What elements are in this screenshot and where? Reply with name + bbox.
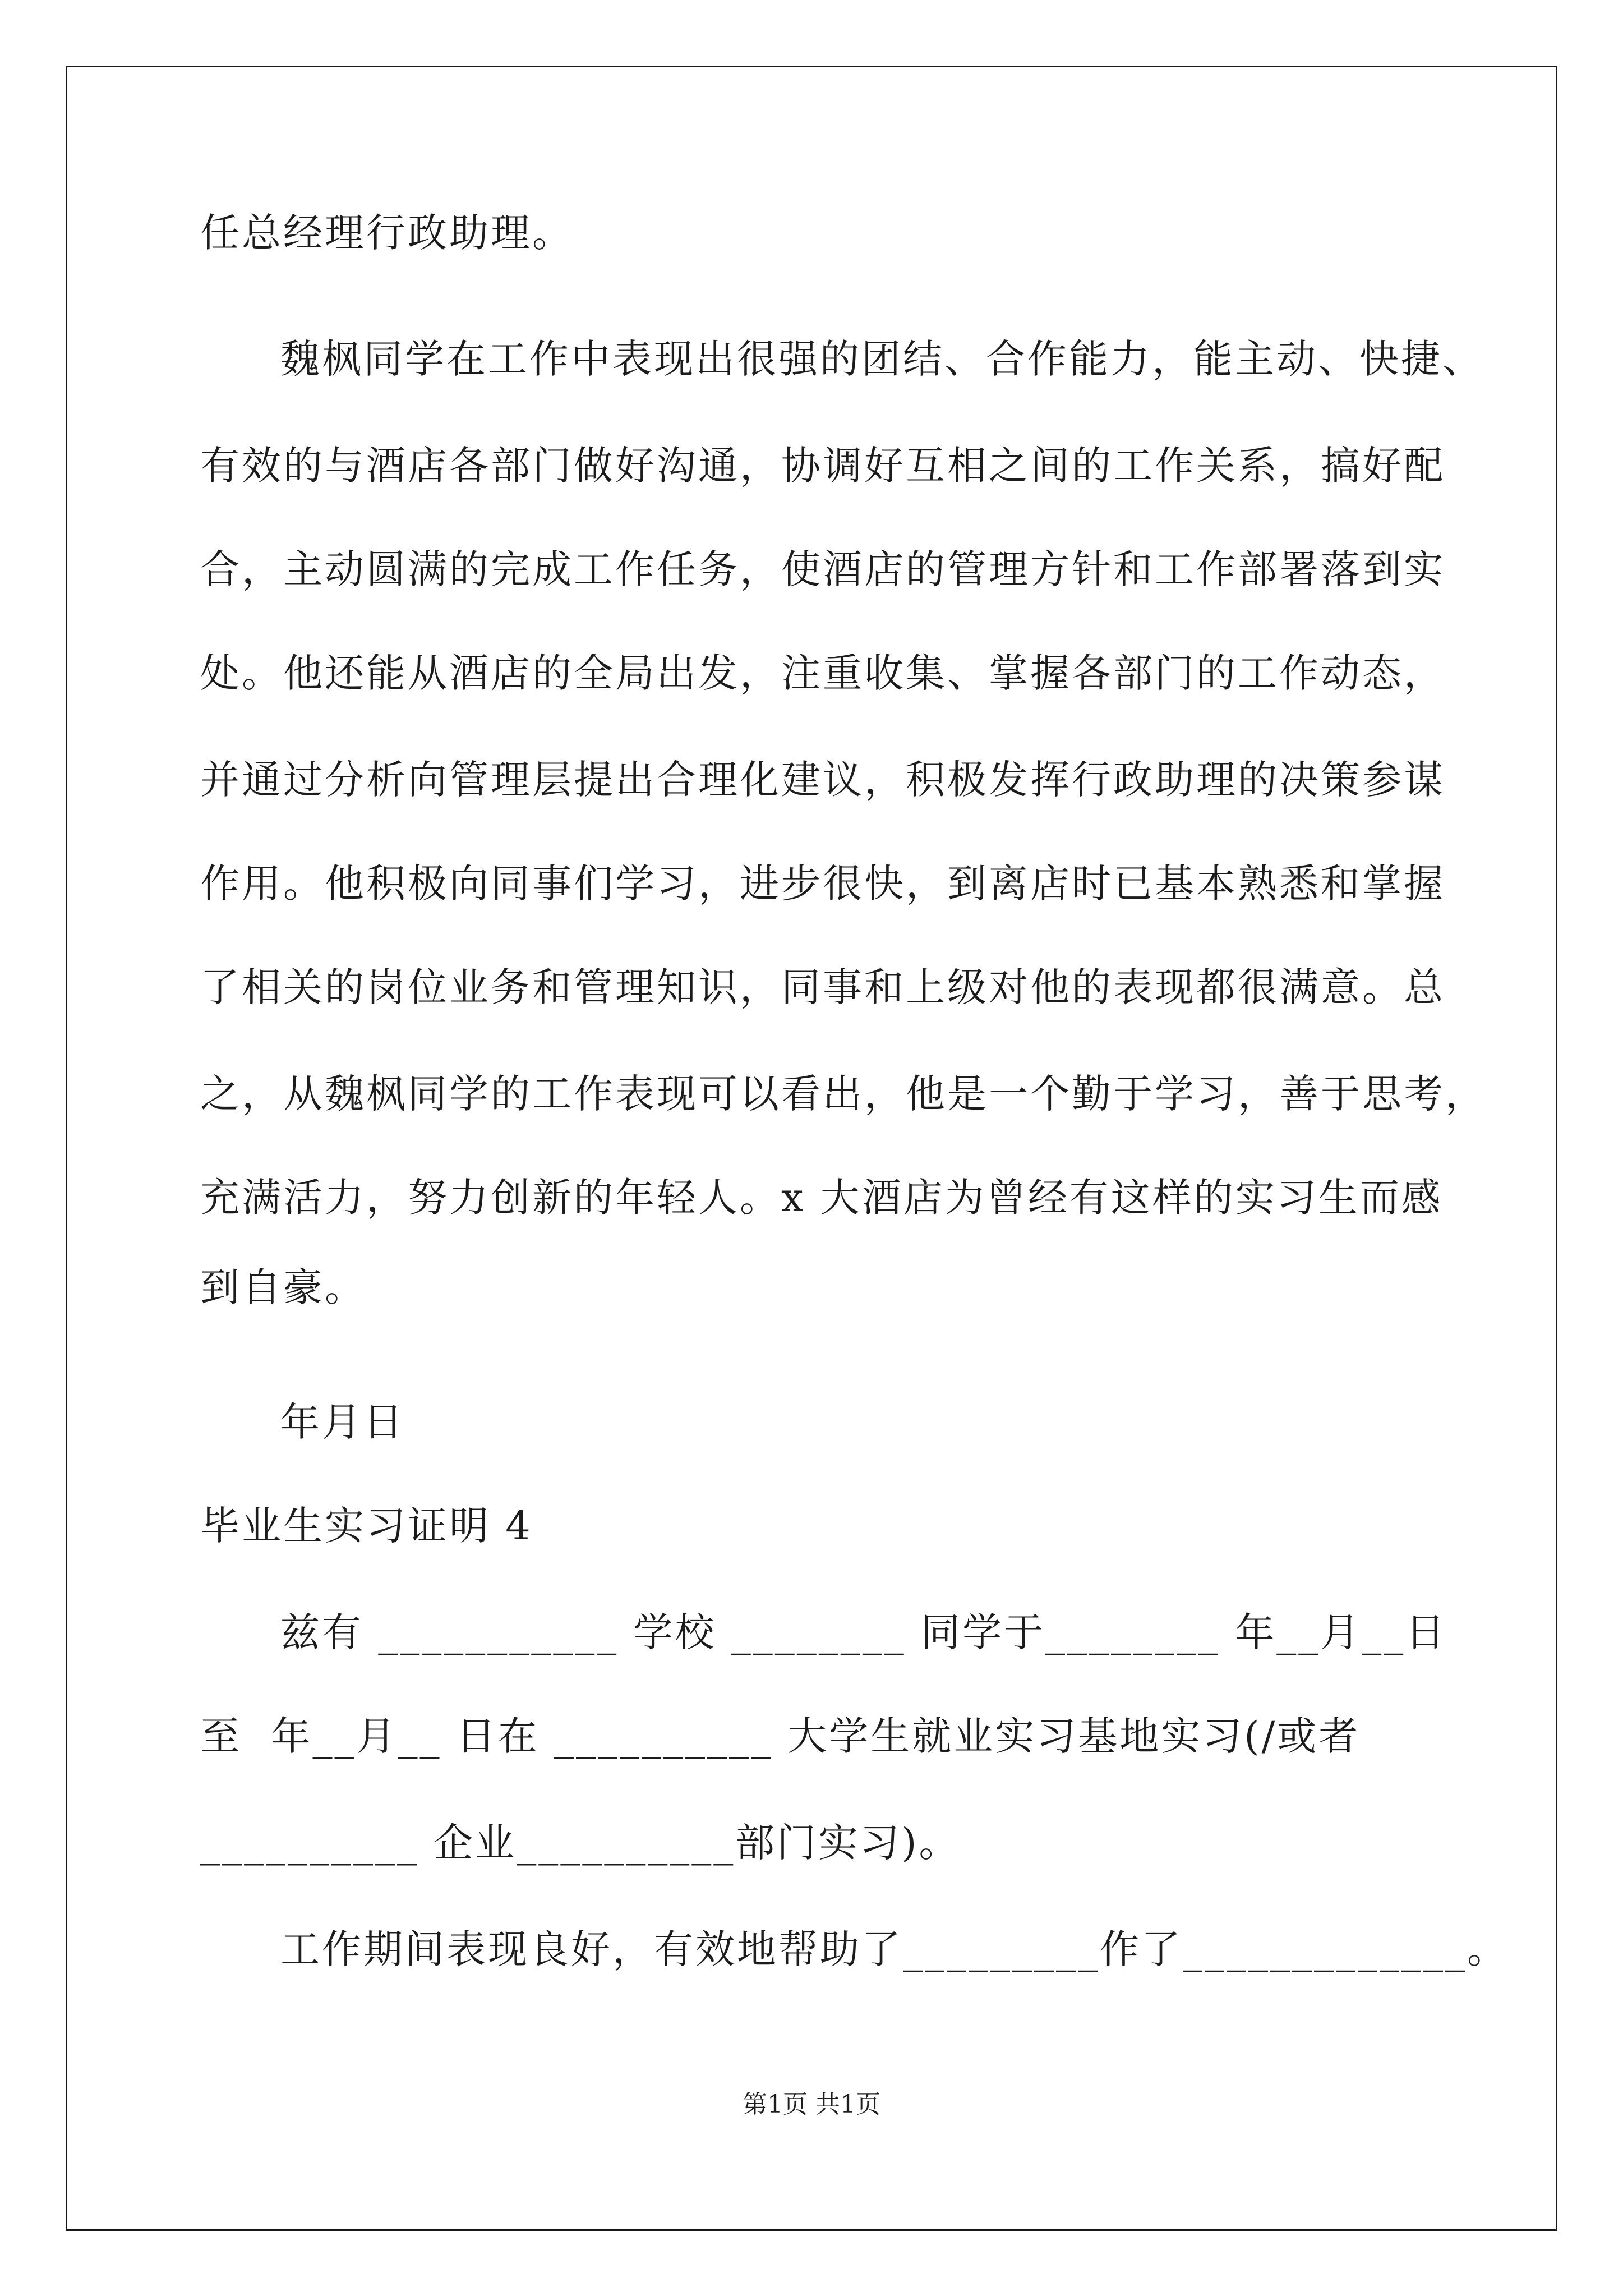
- body-line-4: 合，主动圆满的完成工作任务，使酒店的管理方针和工作部署落到实: [200, 546, 1445, 592]
- page-border: [66, 66, 1557, 2231]
- body-line-2: 魏枫同学在工作中表现出很强的团结、合作能力，能主动、快捷、: [280, 336, 1484, 382]
- form-line-3: __________ 企业__________部门实习)。: [200, 1820, 961, 1866]
- body-line-5: 处。他还能从酒店的全局出发，注重收集、掌握各部门的工作动态，: [200, 650, 1445, 696]
- body-line-3: 有效的与酒店各部门做好沟通，协调好互相之间的工作关系，搞好配: [200, 443, 1445, 489]
- body-line-1: 任总经理行政助理。: [200, 210, 574, 256]
- body-line-11: 到自豪。: [200, 1264, 366, 1310]
- body-line-10: 充满活力，努力创新的年轻人。x 大酒店为曾经有这样的实习生而感: [200, 1175, 1443, 1221]
- body-line-6: 并通过分析向管理层提出合理化建议，积极发挥行政助理的决策参谋: [200, 757, 1445, 803]
- body-line-8: 了相关的岗位业务和管理知识，同事和上级对他的表现都很满意。总: [200, 964, 1445, 1010]
- section-heading: 毕业生实习证明 4: [200, 1503, 533, 1549]
- date-line: 年月日: [280, 1399, 405, 1445]
- body-line-9: 之，从魏枫同学的工作表现可以看出，他是一个勤于学习，善于思考，: [200, 1071, 1487, 1117]
- body-line-7: 作用。他积极向同事们学习，进步很快，到离店时已基本熟悉和掌握: [200, 861, 1445, 907]
- page-number-footer: 第1页 共1页: [743, 2090, 880, 2119]
- form-line-1: 兹有 ___________ 学校 ________ 同学于________ 年__月__日: [280, 1609, 1447, 1655]
- form-line-4: 工作期间表现良好，有效地帮助了_________作了_____________。: [280, 1926, 1509, 1972]
- form-line-2: 至 年__月__ 日在 __________ 大学生就业实习基地实习(/或者: [200, 1713, 1361, 1759]
